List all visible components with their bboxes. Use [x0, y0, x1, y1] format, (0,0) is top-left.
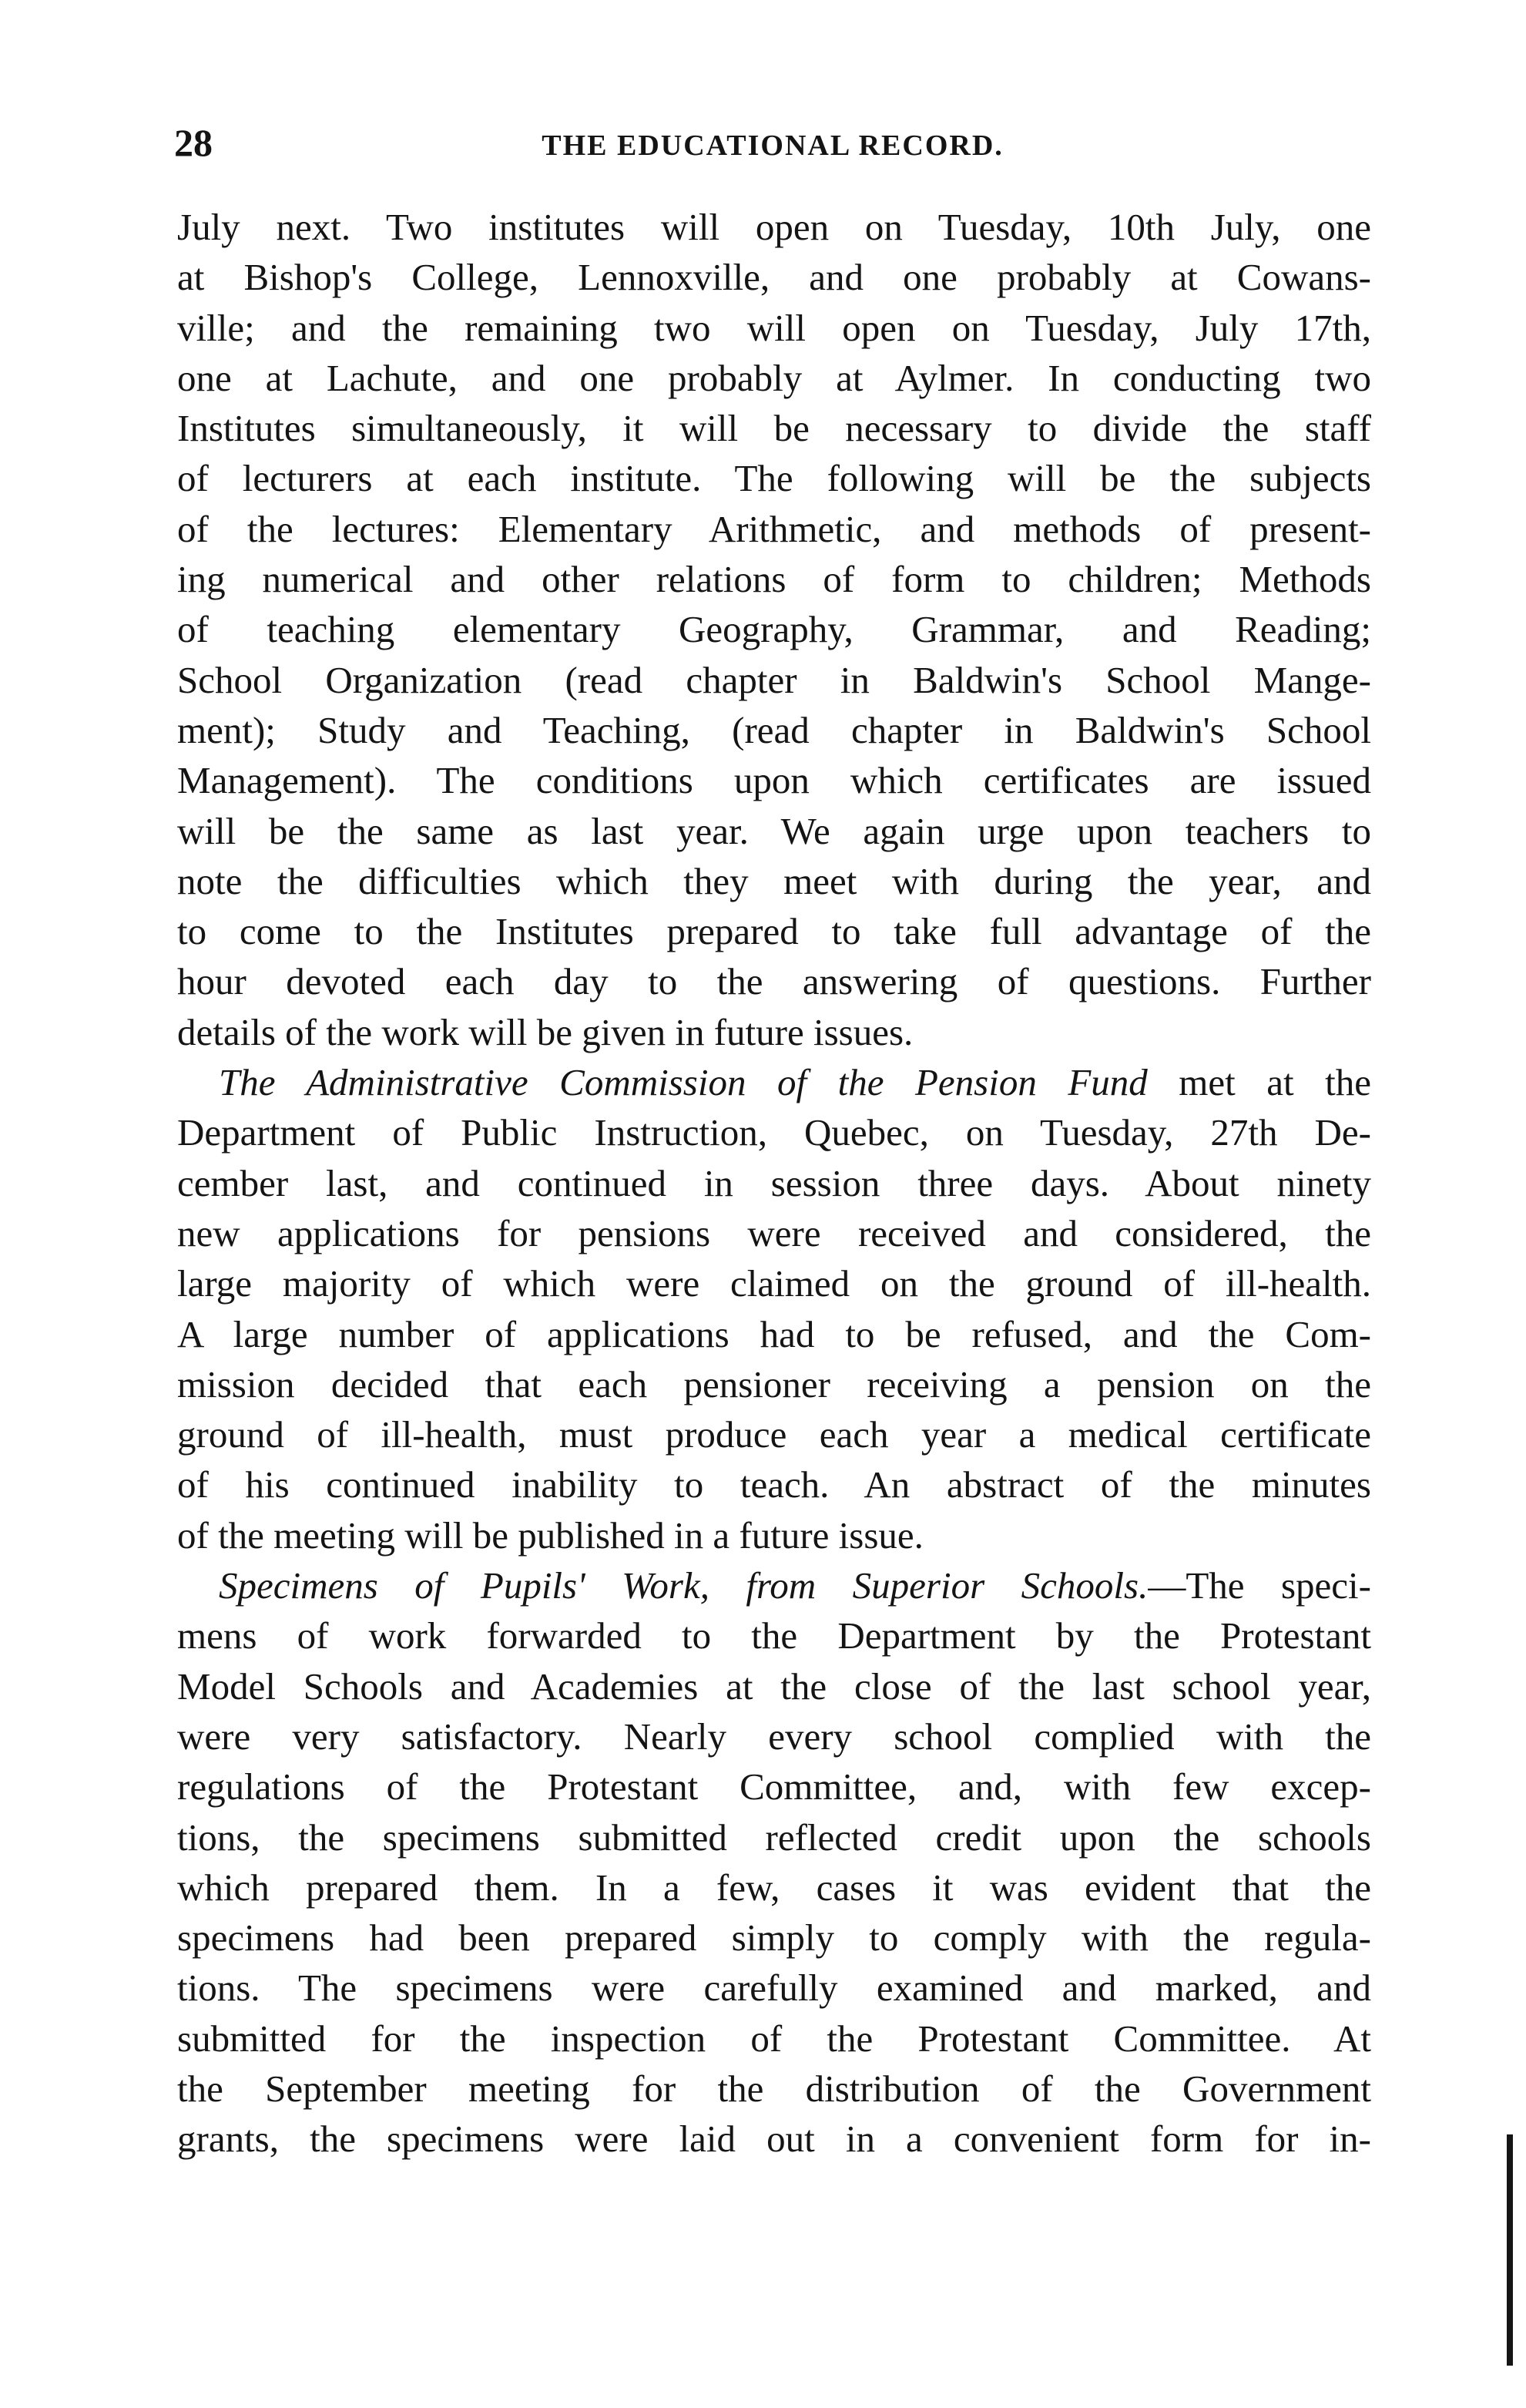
- text-line: specimens had been prepared simply to comply with the regula-: [177, 1916, 1371, 1960]
- text-line: regulations of the Protestant Committee, and, with few excep-: [177, 1765, 1371, 1809]
- text-line: grants, the specimens were laid out in a convenient form for in-: [177, 2117, 1371, 2161]
- text-line: July next. Two institutes will open on Tuesday, 10th July, one: [177, 206, 1371, 248]
- text-line: were very satisfactory. Nearly every school complied with the: [177, 1714, 1371, 1758]
- specimens-heading: Specimens of Pupils' Work, from Superior Schools.: [219, 1564, 1149, 1607]
- text-line: details of the work will be given in future issues.: [177, 1010, 914, 1053]
- text-line: at Bishop's College, Lennoxville, and one probably at Cowans-: [177, 256, 1371, 299]
- text-line: ville; and the remaining two will open on Tuesday, July 17th,: [177, 306, 1371, 349]
- text-line: Model Schools and Academies at the close of the last school year,: [177, 1664, 1371, 1708]
- running-title: THE EDUCATIONAL RECORD.: [542, 129, 1004, 162]
- text-line: of teaching elementary Geography, Grammar, and Reading;: [177, 608, 1371, 651]
- text-line: tions, the specimens submitted reflected credit upon the schools: [177, 1815, 1371, 1859]
- scan-edge-mark: [1507, 2134, 1513, 2366]
- text-line: ing numerical and other relations of form to children; Methods: [177, 558, 1371, 601]
- page-number: 28: [174, 121, 213, 164]
- text-line: of his continued inability to teach. An abstract of the minutes: [177, 1463, 1371, 1506]
- paragraph-start-specimens: [177, 1560, 1371, 1610]
- text-line: School Organization (read chapter in Baldwin's School Mange-: [177, 658, 1371, 701]
- pension-fund-lead-rest: met at the: [1147, 1061, 1372, 1104]
- text-line: Institutes simultaneously, it will be necessary to divide the staff: [177, 407, 1371, 450]
- running-header: [174, 116, 1371, 170]
- text-line: of the meeting will be published in a future issue.: [177, 1513, 924, 1557]
- specimens-lead-rest: —The speci-: [1148, 1564, 1371, 1607]
- text-line: tions. The specimens were carefully examined and marked, and: [177, 1966, 1371, 2010]
- pension-fund-heading: The Administrative Commission of the Pension Fund: [219, 1061, 1148, 1104]
- text-line: large majority of which were claimed on the ground of ill-health.: [177, 1262, 1371, 1305]
- text-line: mens of work forwarded to the Department by the Protestant: [177, 1614, 1371, 1657]
- text-line: of lecturers at each institute. The following will be the subjects: [177, 457, 1371, 500]
- text-line: will be the same as last year. We again urge upon teachers to: [177, 809, 1371, 852]
- text-line: Management). The conditions upon which certificates are issued: [177, 759, 1371, 802]
- text-line: ground of ill-health, must produce each year a medical certificate: [177, 1413, 1371, 1456]
- text-line: cember last, and continued in session three days. About ninety: [177, 1161, 1371, 1204]
- text-line: mission decided that each pensioner receiving a pension on the: [177, 1362, 1371, 1406]
- text-line: submitted for the inspection of the Protestant Committee. At: [177, 2017, 1371, 2060]
- text-line: which prepared them. In a few, cases it was evident that the: [177, 1866, 1371, 1909]
- text-line: A large number of applications had to be refused, and the Com-: [177, 1312, 1371, 1355]
- text-line: one at Lachute, and one probably at Aylmer. In conducting two: [177, 356, 1371, 399]
- paragraph-start-pension-fund: [177, 1057, 1371, 1107]
- text-line: the September meeting for the distribution of the Government: [177, 2067, 1371, 2110]
- text-line: Department of Public Instruction, Quebec, on Tuesday, 27th De-: [177, 1111, 1371, 1154]
- body-text: [177, 202, 1371, 2165]
- text-line: of the lectures: Elementary Arithmetic, and methods of present-: [177, 507, 1371, 550]
- text-line: ment); Study and Teaching, (read chapter in Baldwin's School: [177, 708, 1371, 751]
- text-line: to come to the Institutes prepared to take full advantage of the: [177, 910, 1371, 953]
- text-line: hour devoted each day to the answering of questions. Further: [177, 960, 1371, 1003]
- text-line: new applications for pensions were received and considered, the: [177, 1211, 1371, 1254]
- text-line: note the difficulties which they meet with during the year, and: [177, 859, 1371, 902]
